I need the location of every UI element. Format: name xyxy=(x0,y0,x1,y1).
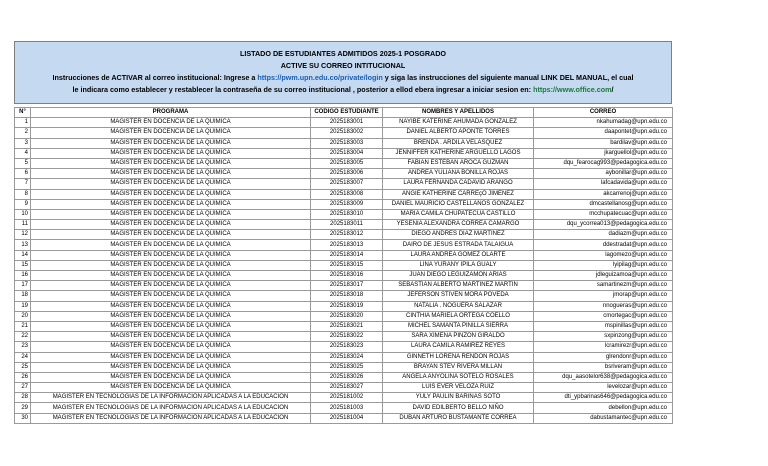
program-cell[interactable]: MAGISTER EN DOCENCIA DE LA QUIMICA xyxy=(31,220,311,230)
table-row xyxy=(15,403,673,413)
program-cell[interactable]: MAGISTER EN DOCENCIA DE LA QUIMICA xyxy=(31,128,311,138)
program-cell[interactable]: MAGISTER EN TECNOLOGIAS DE LA INFORMACION APLICADAS A LA EDUCACION xyxy=(31,413,311,423)
email-cell[interactable]: bsriveram@upn.edu.co xyxy=(534,362,673,372)
table-row xyxy=(15,321,673,331)
student-name-cell[interactable]: ANGELA ANYOLINA SOTELO ROSALES xyxy=(383,372,534,382)
row-number-cell[interactable]: 15 xyxy=(15,260,31,270)
student-name-cell[interactable]: FABIAN ESTEBAN AROCA GUZMAN xyxy=(383,158,534,168)
row-number-cell[interactable]: 17 xyxy=(15,281,31,291)
program-cell[interactable]: MAGISTER EN DOCENCIA DE LA QUIMICA xyxy=(31,189,311,199)
row-number-cell[interactable]: 13 xyxy=(15,240,31,250)
program-cell[interactable]: MAGISTER EN DOCENCIA DE LA QUIMICA xyxy=(31,281,311,291)
student-name-cell[interactable]: YESENIA ALEXANDRA CORREA CAMARGO xyxy=(383,220,534,230)
table-row xyxy=(15,138,673,148)
header-banner xyxy=(14,41,672,104)
student-code-cell[interactable]: 2025183002 xyxy=(311,128,383,138)
email-cell[interactable]: akcarrenoj@upn.edu.co xyxy=(534,189,673,199)
row-number-cell[interactable]: 8 xyxy=(15,189,31,199)
email-cell[interactable]: ddestradat@upn.edu.co xyxy=(534,240,673,250)
instructions-line-1 xyxy=(15,72,671,84)
table-row xyxy=(15,118,673,128)
row-number-cell[interactable]: 23 xyxy=(15,342,31,352)
row-number-cell[interactable]: 21 xyxy=(15,321,31,331)
email-cell[interactable]: daapontet@upn.edu.co xyxy=(534,128,673,138)
row-number-cell[interactable]: 18 xyxy=(15,291,31,301)
email-cell[interactable]: mspinillas@upn.edu.co xyxy=(534,321,673,331)
program-cell[interactable]: MAGISTER EN DOCENCIA DE LA QUIMICA xyxy=(31,158,311,168)
student-name-cell[interactable]: SARA XIMENA PINZON GIRALDO xyxy=(383,332,534,342)
student-name-cell[interactable]: BRENDA . ARDILA VELASQUEZ xyxy=(383,138,534,148)
column-header-number: N° xyxy=(15,108,31,118)
instructions-line-2 xyxy=(15,84,671,96)
email-cell[interactable]: lyipilag@upn.edu.co xyxy=(534,260,673,270)
table-row xyxy=(15,311,673,321)
program-cell[interactable]: MAGISTER EN DOCENCIA DE LA QUIMICA xyxy=(31,169,311,179)
email-cell[interactable]: bardilav@upn.edu.co xyxy=(534,138,673,148)
table-header-row xyxy=(15,108,673,118)
table-row xyxy=(15,230,673,240)
program-cell[interactable]: MAGISTER EN TECNOLOGIAS DE LA INFORMACION APLICADAS A LA EDUCACION xyxy=(31,403,311,413)
row-number-cell[interactable]: 9 xyxy=(15,199,31,209)
student-name-cell[interactable]: NATALIA . NOGUERA SALAZAR xyxy=(383,301,534,311)
column-header-code: CÓDIGO ESTUDIANTE xyxy=(311,108,383,118)
student-code-cell[interactable]: 2025183017 xyxy=(311,281,383,291)
email-cell[interactable]: dabustamantec@upn.edu.co xyxy=(534,413,673,423)
email-cell[interactable]: dadiazm@upn.edu.co xyxy=(534,230,673,240)
student-code-cell[interactable]: 2025183021 xyxy=(311,321,383,331)
row-number-cell[interactable]: 4 xyxy=(15,148,31,158)
student-name-cell[interactable]: GINNETH LORENA RENDON ROJAS xyxy=(383,352,534,362)
student-name-cell[interactable]: DAVID EDILBERTO BELLO NIÑO xyxy=(383,403,534,413)
student-code-cell[interactable]: 2025183026 xyxy=(311,372,383,382)
program-cell[interactable]: MAGISTER EN DOCENCIA DE LA QUIMICA xyxy=(31,118,311,128)
row-number-cell[interactable]: 1 xyxy=(15,118,31,128)
program-cell[interactable]: MAGISTER EN DOCENCIA DE LA QUIMICA xyxy=(31,260,311,270)
students-table xyxy=(14,107,673,424)
row-number-cell[interactable]: 5 xyxy=(15,158,31,168)
email-cell[interactable]: jkarguellol@upn.edu.co xyxy=(534,148,673,158)
student-code-cell[interactable]: 2025183022 xyxy=(311,332,383,342)
table-row xyxy=(15,128,673,138)
student-name-cell[interactable]: LUIS EVER VELOZA RUIZ xyxy=(383,383,534,393)
instructions-text-1b: y siga las instrucciones del siguiente manual LINK DEL MANUAL, el cual xyxy=(382,73,634,82)
row-number-cell[interactable]: 27 xyxy=(15,383,31,393)
table-row xyxy=(15,332,673,342)
student-name-cell[interactable]: MARIA CAMILA CHUPATECUA CASTILLO xyxy=(383,209,534,219)
student-name-cell[interactable]: NAYIBE KATERINE AHUMADA GONZALEZ xyxy=(383,118,534,128)
column-header-name: NOMBRES Y APELLIDOS xyxy=(383,108,534,118)
student-name-cell[interactable]: JEFERSON STIVEN MORA POVEDA xyxy=(383,291,534,301)
program-cell[interactable]: MAGISTER EN DOCENCIA DE LA QUIMICA xyxy=(31,179,311,189)
student-code-cell[interactable]: 2025183019 xyxy=(311,301,383,311)
document-title: LISTADO DE ESTUDIANTES ADMITIDOS 2025-1 POSGRADO xyxy=(239,49,447,58)
row-number-cell[interactable]: 22 xyxy=(15,332,31,342)
student-code-cell[interactable]: 2025183018 xyxy=(311,291,383,301)
student-code-cell[interactable]: 2025183007 xyxy=(311,179,383,189)
program-cell[interactable]: MAGISTER EN DOCENCIA DE LA QUIMICA xyxy=(31,342,311,352)
student-code-cell[interactable]: 2025183006 xyxy=(311,169,383,179)
table-row xyxy=(15,291,673,301)
student-name-cell[interactable]: DANIEL MAURICIO CASTELLANOS GONZALEZ xyxy=(383,199,534,209)
email-cell[interactable]: lcramirezr@upn.edu.co xyxy=(534,342,673,352)
student-name-cell[interactable]: BRAYAN STEV RIVERA MILLAN xyxy=(383,362,534,372)
row-number-cell[interactable]: 6 xyxy=(15,169,31,179)
student-name-cell[interactable]: ANGIE KATHERINE CARREçO JIMENEZ xyxy=(383,189,534,199)
table-row xyxy=(15,250,673,260)
table-row xyxy=(15,260,673,270)
instructions-text-2b: / xyxy=(611,85,614,94)
program-cell[interactable]: MAGISTER EN DOCENCIA DE LA QUIMICA xyxy=(31,311,311,321)
program-cell[interactable]: MAGISTER EN DOCENCIA DE LA QUIMICA xyxy=(31,148,311,158)
student-code-cell[interactable]: 2025183027 xyxy=(311,383,383,393)
student-name-cell[interactable]: JENNIFFER KATHERINE ARGUELLO LAGOS xyxy=(383,148,534,158)
email-cell[interactable]: lagomezo@upn.edu.co xyxy=(534,250,673,260)
program-cell[interactable]: MAGISTER EN DOCENCIA DE LA QUIMICA xyxy=(31,301,311,311)
email-cell[interactable]: dqu_ycorrea013@pedagogica.edu.co xyxy=(534,220,673,230)
email-cell[interactable]: dti_ypbarinas646@pedagogica.edu.co xyxy=(534,393,673,403)
row-number-cell[interactable]: 25 xyxy=(15,362,31,372)
email-cell[interactable]: jdleguizamoa@upn.edu.co xyxy=(534,271,673,281)
program-cell[interactable]: MAGISTER EN DOCENCIA DE LA QUIMICA xyxy=(31,271,311,281)
row-number-cell[interactable]: 24 xyxy=(15,352,31,362)
login-link[interactable]: https://pwm.upn.edu.co/private/login xyxy=(257,73,383,82)
instructions-text-2a: le indicara como establecer y restablecer la contraseña de su correo institucional , posterior a ellod ebera ingresar a iniciar sesion en: xyxy=(72,85,534,94)
email-cell[interactable]: dmcastellanosg@upn.edu.co xyxy=(534,199,673,209)
table-row xyxy=(15,148,673,158)
student-code-cell[interactable]: 2025183016 xyxy=(311,271,383,281)
email-cell[interactable]: dqu_fearocag993@pedagogica.edu.co xyxy=(534,158,673,168)
email-cell[interactable]: samartinezm@upn.edu.co xyxy=(534,281,673,291)
row-number-cell[interactable]: 11 xyxy=(15,220,31,230)
row-number-cell[interactable]: 7 xyxy=(15,179,31,189)
email-cell[interactable]: levelozar@upn.edu.co xyxy=(534,383,673,393)
table-row xyxy=(15,271,673,281)
program-cell[interactable]: MAGISTER EN DOCENCIA DE LA QUIMICA xyxy=(31,240,311,250)
email-cell[interactable]: cmortegac@upn.edu.co xyxy=(534,311,673,321)
student-code-cell[interactable]: 2025183008 xyxy=(311,189,383,199)
student-code-cell[interactable]: 2025183014 xyxy=(311,250,383,260)
student-code-cell[interactable]: 2025183009 xyxy=(311,199,383,209)
table-row xyxy=(15,158,673,168)
student-code-cell[interactable]: 2025183003 xyxy=(311,138,383,148)
row-number-cell[interactable]: 3 xyxy=(15,138,31,148)
program-cell[interactable]: MAGISTER EN DOCENCIA DE LA QUIMICA xyxy=(31,372,311,382)
student-code-cell[interactable]: 2025183024 xyxy=(311,352,383,362)
row-number-cell[interactable]: 12 xyxy=(15,230,31,240)
program-cell[interactable]: MAGISTER EN DOCENCIA DE LA QUIMICA xyxy=(31,321,311,331)
table-row xyxy=(15,220,673,230)
student-name-cell[interactable]: SEBASTIAN ALBERTO MARTINEZ MARTIN xyxy=(383,281,534,291)
student-code-cell[interactable]: 2025183023 xyxy=(311,342,383,352)
column-header-program: PROGRAMA xyxy=(31,108,311,118)
student-code-cell[interactable]: 2025181004 xyxy=(311,413,383,423)
table-row xyxy=(15,179,673,189)
row-number-cell[interactable]: 30 xyxy=(15,413,31,423)
row-number-cell[interactable]: 2 xyxy=(15,128,31,138)
table-row xyxy=(15,189,673,199)
student-code-cell[interactable]: 2025183020 xyxy=(311,311,383,321)
student-name-cell[interactable]: CINTHIA MARIELA ORTEGA COELLO xyxy=(383,311,534,321)
row-number-cell[interactable]: 26 xyxy=(15,372,31,382)
student-name-cell[interactable]: DAIRO DE JESUS ESTRADA TALAIGUA xyxy=(383,240,534,250)
student-code-cell[interactable]: 2025183004 xyxy=(311,148,383,158)
student-name-cell[interactable]: LAURA ANDREA GOMEZ OLARTE xyxy=(383,250,534,260)
student-code-cell[interactable]: 2025183011 xyxy=(311,220,383,230)
email-cell[interactable]: lafcadavida@upn.edu.co xyxy=(534,179,673,189)
program-cell[interactable]: MAGISTER EN DOCENCIA DE LA QUIMICA xyxy=(31,230,311,240)
program-cell[interactable]: MAGISTER EN TECNOLOGIAS DE LA INFORMACION APLICADAS A LA EDUCACION xyxy=(31,393,311,403)
program-cell[interactable]: MAGISTER EN DOCENCIA DE LA QUIMICA xyxy=(31,250,311,260)
student-code-cell[interactable]: 2025183025 xyxy=(311,362,383,372)
document-subtitle: ACTIVE SU CORREO INTITUCIONAL xyxy=(280,61,406,70)
student-name-cell[interactable]: MICHEL SAMANTA PINILLA SIERRA xyxy=(383,321,534,331)
student-code-cell[interactable]: 2025183012 xyxy=(311,230,383,240)
table-row xyxy=(15,301,673,311)
program-cell[interactable]: MAGISTER EN DOCENCIA DE LA QUIMICA xyxy=(31,138,311,148)
student-code-cell[interactable]: 2025181003 xyxy=(311,403,383,413)
table-row xyxy=(15,240,673,250)
table-row xyxy=(15,281,673,291)
table-row xyxy=(15,413,673,423)
program-cell[interactable]: MAGISTER EN DOCENCIA DE LA QUIMICA xyxy=(31,352,311,362)
student-name-cell[interactable]: LAURA CAMILA RAMIREZ REYES xyxy=(383,342,534,352)
program-cell[interactable]: MAGISTER EN DOCENCIA DE LA QUIMICA xyxy=(31,199,311,209)
table-row xyxy=(15,372,673,382)
table-row xyxy=(15,342,673,352)
student-code-cell[interactable]: 2025181002 xyxy=(311,393,383,403)
table-row xyxy=(15,383,673,393)
table-row xyxy=(15,209,673,219)
student-name-cell[interactable]: DUBAN ARTURO BUSTAMANTE CORREA xyxy=(383,413,534,423)
student-name-cell[interactable]: ANDREA YULIANA BONILLA ROJAS xyxy=(383,169,534,179)
student-code-cell[interactable]: 2025183010 xyxy=(311,209,383,219)
email-cell[interactable]: sxpinzong@upn.edu.co xyxy=(534,332,673,342)
student-name-cell[interactable]: JUAN DIEGO LEGUIZAMON ARIAS xyxy=(383,271,534,281)
program-cell[interactable]: MAGISTER EN DOCENCIA DE LA QUIMICA xyxy=(31,362,311,372)
row-number-cell[interactable]: 16 xyxy=(15,271,31,281)
email-cell[interactable]: aybonillar@upn.edu.co xyxy=(534,169,673,179)
student-code-cell[interactable]: 2025183015 xyxy=(311,260,383,270)
student-code-cell[interactable]: 2025183001 xyxy=(311,118,383,128)
table-row xyxy=(15,199,673,209)
student-name-cell[interactable]: LINA YURANY IPILA GUALY xyxy=(383,260,534,270)
student-name-cell[interactable]: LAURA FERNANDA CADAVID ARANGO xyxy=(383,179,534,189)
email-cell[interactable]: nkahumadag@upn.edu.co xyxy=(534,118,673,128)
student-code-cell[interactable]: 2025183005 xyxy=(311,158,383,168)
row-number-cell[interactable]: 14 xyxy=(15,250,31,260)
row-number-cell[interactable]: 10 xyxy=(15,209,31,219)
column-header-email: CORREO xyxy=(534,108,673,118)
office-link[interactable]: https://www.office.com xyxy=(533,85,612,94)
email-cell[interactable]: dqu_aasotelor638@pedagogica.edu.co xyxy=(534,372,673,382)
email-cell[interactable]: jmorap@upn.edu.co xyxy=(534,291,673,301)
student-name-cell[interactable]: DANIEL ALBERTO APONTE TORRES xyxy=(383,128,534,138)
instructions-text-1a: Instrucciones de ACTIVAR al correo institucional: Ingrese a xyxy=(52,73,258,82)
program-cell[interactable]: MAGISTER EN DOCENCIA DE LA QUIMICA xyxy=(31,383,311,393)
row-number-cell[interactable]: 20 xyxy=(15,311,31,321)
student-name-cell[interactable]: DIEGO ANDRES DIAZ MARTINEZ xyxy=(383,230,534,240)
email-cell[interactable]: nnogueras@upn.edu.co xyxy=(534,301,673,311)
email-cell[interactable]: glrendonr@upn.edu.co xyxy=(534,352,673,362)
table-row xyxy=(15,169,673,179)
row-number-cell[interactable]: 19 xyxy=(15,301,31,311)
student-name-cell[interactable]: YULY PAULIN BARINAS SOTO xyxy=(383,393,534,403)
table-row xyxy=(15,352,673,362)
table-row xyxy=(15,393,673,403)
program-cell[interactable]: MAGISTER EN DOCENCIA DE LA QUIMICA xyxy=(31,332,311,342)
student-code-cell[interactable]: 2025183013 xyxy=(311,240,383,250)
row-number-cell[interactable]: 29 xyxy=(15,403,31,413)
row-number-cell[interactable]: 28 xyxy=(15,393,31,403)
spreadsheet xyxy=(14,41,672,424)
table-row xyxy=(15,362,673,372)
email-cell[interactable]: debellon@upn.edu.co xyxy=(534,403,673,413)
program-cell[interactable]: MAGISTER EN DOCENCIA DE LA QUIMICA xyxy=(31,291,311,301)
program-cell[interactable]: MAGISTER EN DOCENCIA DE LA QUIMICA xyxy=(31,209,311,219)
email-cell[interactable]: mcchupatecuac@upn.edu.co xyxy=(534,209,673,219)
